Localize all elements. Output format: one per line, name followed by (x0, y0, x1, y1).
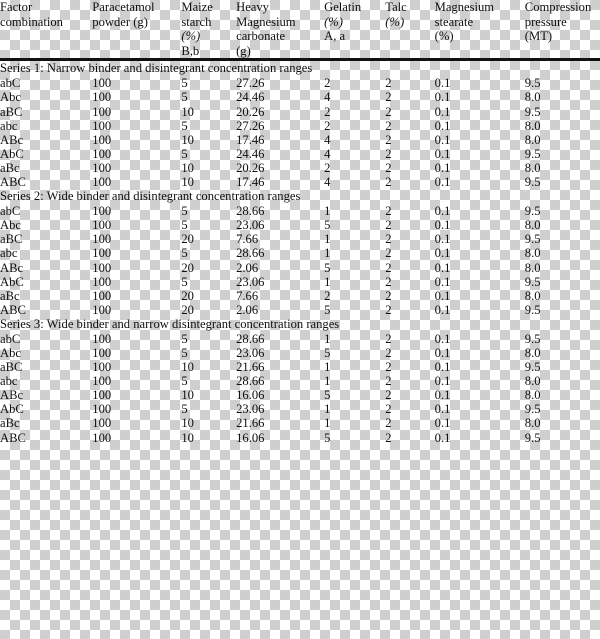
table-cell: 20 (181, 302, 194, 317)
table-cell: 0.1 (434, 360, 451, 375)
table-row (0, 232, 600, 246)
table-cell: 4 (324, 90, 331, 105)
table-cell: 0.1 (434, 288, 451, 303)
table-cell: 100 (92, 232, 112, 247)
table-cell: 0.1 (434, 302, 451, 317)
table-cell: 2 (385, 232, 392, 247)
table-cell: 2 (385, 175, 392, 190)
table-cell: 2 (385, 345, 392, 360)
table-cell: abC (0, 76, 21, 91)
table-cell: 5 (324, 388, 331, 403)
table-cell: 20.26 (236, 104, 265, 119)
header-line: combination (0, 14, 63, 29)
table-cell: 100 (92, 374, 112, 389)
table-row (0, 246, 600, 260)
table-cell: AbC (0, 146, 24, 161)
table-cell: 5 (181, 90, 188, 105)
table-row (0, 388, 600, 402)
header-line: (g) (236, 43, 251, 58)
table-cell: 8.0 (524, 288, 541, 303)
column-header-magnesium-stearate (435, 0, 525, 59)
table-cell: 10 (181, 416, 194, 431)
table-cell: 100 (92, 118, 112, 133)
header-line: starch (181, 14, 212, 29)
header-line: Magnesium (434, 0, 495, 14)
table-cell: 17.46 (236, 132, 265, 147)
table-cell: 0.1 (434, 331, 451, 346)
table-cell: 100 (92, 132, 112, 147)
column-header-paracetamol-powder (92, 0, 181, 59)
table-cell: 24.46 (236, 146, 265, 161)
table-cell: 5 (181, 274, 188, 289)
header-line: (%) (324, 14, 343, 29)
header-line: Gelatin (324, 0, 362, 14)
header-line: B,b (181, 43, 200, 58)
table-cell: 8.0 (524, 118, 541, 133)
table-cell: 16.06 (236, 388, 265, 403)
table-cell: 0.1 (434, 388, 451, 403)
table-cell: 0.1 (434, 416, 451, 431)
table-cell: 0.1 (434, 246, 451, 261)
section-title-row (0, 189, 600, 204)
table-cell: ABC (0, 430, 26, 445)
header-line: Talc (385, 0, 407, 14)
table-cell: 8.0 (524, 218, 541, 233)
table-header-row (0, 0, 600, 59)
table-cell: Abc (0, 90, 21, 105)
table-cell: 23.06 (236, 274, 265, 289)
table-cell: 5 (324, 218, 331, 233)
table-cell: 2.06 (236, 302, 259, 317)
table-cell: 5 (324, 302, 331, 317)
table-cell: 2 (385, 416, 392, 431)
table-header (0, 0, 600, 61)
table-cell: 9.5 (524, 274, 541, 289)
table-cell: 100 (92, 430, 112, 445)
table-cell: 2 (385, 331, 392, 346)
table-cell: 2 (324, 118, 331, 133)
table-cell: 0.1 (434, 232, 451, 247)
header-line: carbonate (236, 29, 286, 44)
table-cell: 100 (92, 175, 112, 190)
column-header-factor-combination (0, 0, 92, 59)
table-cell: 1 (324, 331, 331, 346)
table-cell: 28.66 (236, 331, 265, 346)
table-cell: 100 (92, 160, 112, 175)
table-cell: 27.26 (236, 118, 265, 133)
table-cell: 5 (324, 345, 331, 360)
header-line: Maize (181, 0, 213, 14)
table-cell: 4 (324, 146, 331, 161)
table-cell: 8.0 (524, 374, 541, 389)
table-cell: aBc (0, 160, 20, 175)
table-cell: 5 (324, 430, 331, 445)
table-cell: 0.1 (434, 430, 451, 445)
table-cell: 8.0 (524, 416, 541, 431)
table-cell: AbC (0, 274, 24, 289)
table-cell: 10 (181, 175, 194, 190)
table-cell: 2 (385, 302, 392, 317)
table-row (0, 76, 600, 90)
table-row (0, 261, 600, 275)
table-cell: 1 (324, 204, 331, 219)
table-row (0, 161, 600, 175)
table-cell: 8.0 (524, 246, 541, 261)
table-cell: 9.5 (524, 402, 541, 417)
table-row (0, 332, 600, 346)
table-cell: abc (0, 246, 18, 261)
table-cell: abC (0, 331, 21, 346)
table-cell: 16.06 (236, 430, 265, 445)
table-cell: 10 (181, 104, 194, 119)
table-cell: 9.5 (524, 331, 541, 346)
table-cell: 7.66 (236, 288, 259, 303)
table-row (0, 303, 600, 317)
table-cell: 21.66 (236, 416, 265, 431)
table-cell: 0.1 (434, 175, 451, 190)
header-line: (MT) (524, 29, 553, 44)
table-cell: 100 (92, 218, 112, 233)
table-body (0, 61, 600, 444)
section-title: Series 1: Narrow binder and disintegrant concentration ranges (0, 61, 313, 76)
table-cell: 1 (324, 360, 331, 375)
header-line: (%) (181, 29, 201, 44)
header-line: (%) (385, 14, 405, 29)
table-cell: 9.5 (524, 146, 541, 161)
table-row (0, 218, 600, 232)
column-header-maize-starch (181, 0, 236, 59)
column-header-gelatin (324, 0, 385, 59)
column-header-compression-pressure (525, 0, 600, 59)
table-row (0, 175, 600, 189)
table-cell: 0.1 (434, 260, 451, 275)
table-cell: 2 (385, 104, 392, 119)
table-cell: 100 (92, 331, 112, 346)
table-cell: 2.06 (236, 260, 259, 275)
header-line: (%) (434, 29, 454, 44)
section-title: Series 2: Wide binder and disintegrant concentration ranges (0, 189, 301, 204)
table-cell: 5 (181, 345, 188, 360)
table-cell: aBC (0, 232, 23, 247)
table-cell: 100 (92, 274, 112, 289)
table-cell: 2 (385, 146, 392, 161)
table-row (0, 275, 600, 289)
table-cell: 2 (385, 132, 392, 147)
header-line: Heavy (236, 0, 269, 14)
table-cell: 100 (92, 204, 112, 219)
table-cell: 100 (92, 388, 112, 403)
table-cell: 9.5 (524, 204, 541, 219)
table-cell: 100 (92, 288, 112, 303)
table-cell: 20 (181, 232, 194, 247)
table-cell: 2 (385, 218, 392, 233)
table-row (0, 431, 600, 445)
table-cell: 100 (92, 76, 112, 91)
table-cell: 100 (92, 302, 112, 317)
table-cell: 8.0 (524, 260, 541, 275)
header-line: powder (g) (92, 14, 148, 29)
table-cell: 5 (324, 260, 331, 275)
table-cell: 10 (181, 388, 194, 403)
table-cell: 10 (181, 360, 194, 375)
table-cell: 5 (181, 331, 188, 346)
table-cell: 2 (385, 90, 392, 105)
table-cell: 2 (385, 76, 392, 91)
table-cell: abC (0, 204, 21, 219)
table-cell: 20.26 (236, 160, 265, 175)
table-cell: 100 (92, 104, 112, 119)
column-header-talc (385, 0, 434, 59)
table-cell: 23.06 (236, 218, 265, 233)
table-cell: 9.5 (524, 302, 541, 317)
table-cell: 1 (324, 374, 331, 389)
table-cell: 10 (181, 160, 194, 175)
table-cell: aBC (0, 104, 23, 119)
table-cell: aBc (0, 288, 20, 303)
table-cell: 5 (181, 204, 188, 219)
table-cell: 9.5 (524, 430, 541, 445)
table-cell: AbC (0, 402, 24, 417)
table-row (0, 133, 600, 147)
section-title: Series 3: Wide binder and narrow disintegrant concentration ranges (0, 316, 340, 331)
table-cell: 4 (324, 132, 331, 147)
table-cell: 2 (385, 246, 392, 261)
table-cell: 28.66 (236, 204, 265, 219)
table-cell: 100 (92, 360, 112, 375)
section-title-row (0, 61, 600, 76)
table-cell: 1 (324, 416, 331, 431)
table-cell: 100 (92, 260, 112, 275)
header-line: Paracetamol (92, 0, 155, 14)
table-cell: 8.0 (524, 160, 541, 175)
table-cell: 28.66 (236, 246, 265, 261)
table-cell: 23.06 (236, 345, 265, 360)
table-cell: 17.46 (236, 175, 265, 190)
table-cell: 2 (385, 288, 392, 303)
table-cell: 20 (181, 260, 194, 275)
table-cell: 21.66 (236, 360, 265, 375)
header-line: Magnesium (236, 14, 296, 29)
table-cell: 5 (181, 218, 188, 233)
table-row (0, 105, 600, 119)
header-line: Compression (524, 0, 592, 14)
table-cell: 0.1 (434, 218, 451, 233)
table-row (0, 402, 600, 416)
table-cell: 8.0 (524, 345, 541, 360)
table-cell: abc (0, 118, 18, 133)
table-cell: 8.0 (524, 132, 541, 147)
table-cell: aBC (0, 360, 23, 375)
table-cell: 28.66 (236, 374, 265, 389)
table-cell: 9.5 (524, 360, 541, 375)
table-cell: 100 (92, 402, 112, 417)
table-row (0, 119, 600, 133)
table-row (0, 346, 600, 360)
table-cell: 2 (324, 288, 331, 303)
table-cell: abc (0, 374, 18, 389)
table-cell: 1 (324, 402, 331, 417)
table-cell: 5 (181, 246, 188, 261)
table-cell: 2 (385, 374, 392, 389)
table-cell: 0.1 (434, 274, 451, 289)
table-row (0, 204, 600, 218)
table-cell: Abc (0, 218, 21, 233)
table-cell: 0.1 (434, 90, 451, 105)
table-cell: 2 (385, 430, 392, 445)
table-cell: 9.5 (524, 76, 541, 91)
table-cell: 5 (181, 402, 188, 417)
table-cell: 10 (181, 132, 194, 147)
header-line: stearate (434, 14, 474, 29)
table-cell: 5 (181, 374, 188, 389)
header-line: pressure (524, 14, 567, 29)
table-cell: 0.1 (434, 160, 451, 175)
table-cell: 2 (324, 76, 331, 91)
table-cell: 100 (92, 246, 112, 261)
table-cell: 23.06 (236, 402, 265, 417)
table-cell: 0.1 (434, 146, 451, 161)
table-cell: 0.1 (434, 118, 451, 133)
table-cell: 5 (181, 146, 188, 161)
table-cell: 2 (385, 118, 392, 133)
table-row (0, 360, 600, 374)
column-header-heavy-magnesium-carbonate (236, 0, 324, 59)
table-cell: 5 (181, 76, 188, 91)
table-cell: ABC (0, 175, 26, 190)
table-row (0, 147, 600, 161)
table-cell: 0.1 (434, 402, 451, 417)
table-cell: 2 (324, 160, 331, 175)
table-cell: 8.0 (524, 388, 541, 403)
table-cell: aBc (0, 416, 20, 431)
table-cell: 0.1 (434, 374, 451, 389)
table-cell: 9.5 (524, 232, 541, 247)
table-cell: 2 (324, 104, 331, 119)
table-cell: 100 (92, 90, 112, 105)
table-cell: 0.1 (434, 204, 451, 219)
table-cell: 9.5 (524, 104, 541, 119)
table-cell: ABC (0, 302, 26, 317)
table-cell: 0.1 (434, 104, 451, 119)
table-row (0, 416, 600, 430)
header-line: A, a (324, 29, 346, 44)
header-line: Factor (0, 0, 33, 14)
table-cell: 0.1 (434, 345, 451, 360)
table-cell: ABc (0, 388, 24, 403)
table-row (0, 90, 600, 104)
table-cell: 2 (385, 204, 392, 219)
table-cell: 1 (324, 232, 331, 247)
table-cell: 0.1 (434, 76, 451, 91)
table-cell: 0.1 (434, 132, 451, 147)
table-cell: 27.26 (236, 76, 265, 91)
table-cell: 24.46 (236, 90, 265, 105)
table-cell: 2 (385, 360, 392, 375)
table-cell: 8.0 (524, 90, 541, 105)
table-cell: 4 (324, 175, 331, 190)
table-cell: ABc (0, 132, 24, 147)
table-cell: 7.66 (236, 232, 259, 247)
table-cell: 2 (385, 260, 392, 275)
table-cell: Abc (0, 345, 21, 360)
table-row (0, 289, 600, 303)
table-cell: 2 (385, 274, 392, 289)
table-cell: 100 (92, 146, 112, 161)
table-cell: 10 (181, 430, 194, 445)
section-title-row (0, 317, 600, 332)
table-cell: 9.5 (524, 175, 541, 190)
table-cell: 2 (385, 388, 392, 403)
table-row (0, 374, 600, 388)
table-cell: 2 (385, 402, 392, 417)
table-cell: 1 (324, 246, 331, 261)
table-cell: 20 (181, 288, 194, 303)
table-cell: 1 (324, 274, 331, 289)
table-cell: 100 (92, 345, 112, 360)
table-cell: 100 (92, 416, 112, 431)
table-cell: 2 (385, 160, 392, 175)
table-cell: ABc (0, 260, 24, 275)
table-cell: 5 (181, 118, 188, 133)
